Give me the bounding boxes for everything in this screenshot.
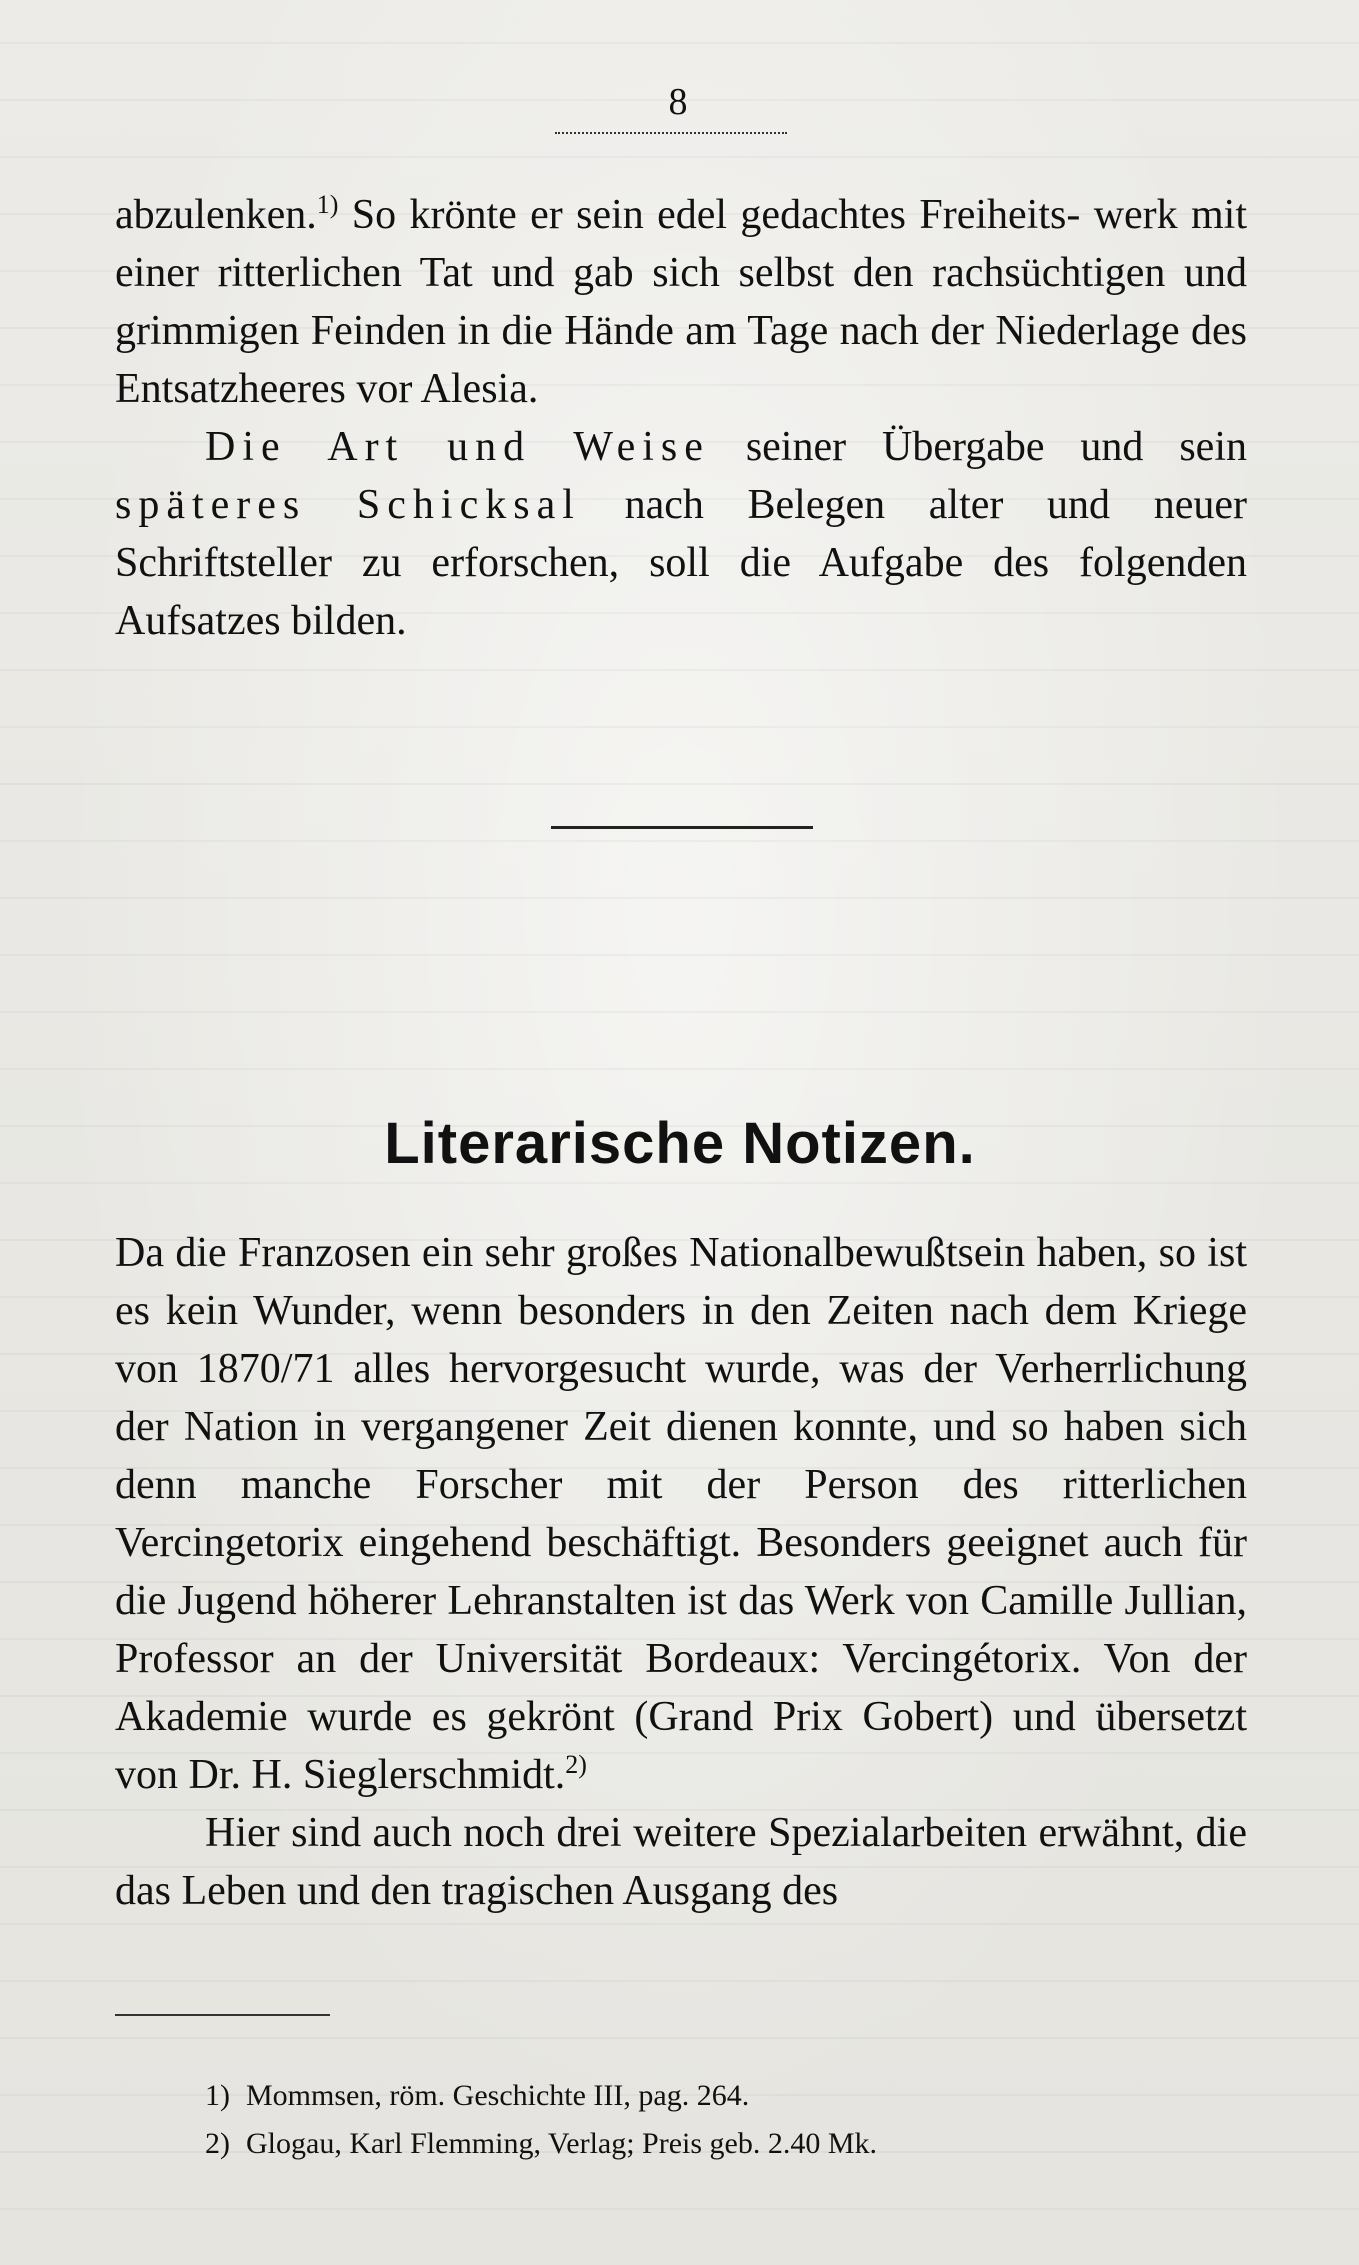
- text-line: So krönte er sein edel gedachtes Freiheits-: [351, 192, 1081, 238]
- text-line: werk mit einer ritterlichen Tat und gab sich selbst den: [115, 192, 1248, 296]
- literary-notes-paragraph: [115, 1224, 1247, 1804]
- emphasized-phrase: Die Art und Weise: [205, 424, 710, 470]
- footnote-1: [205, 2072, 1185, 2120]
- paragraph-text: Schriftsteller zu erforschen, soll die Aufgabe des folgenden Aufsatzes bilden.: [115, 540, 1247, 644]
- header-rule: [555, 132, 787, 134]
- footnote-2: [205, 2120, 1185, 2168]
- literary-notes-section: [115, 1224, 1247, 1920]
- literary-notes-paragraph: [115, 1804, 1247, 1920]
- footnote-text: Glogau, Karl Flemming, Verlag; Preis geb. 2.40 Mk.: [246, 2127, 878, 2160]
- footnote-reference-2: 2): [565, 1750, 587, 1779]
- text-line: Tage nach der Niederlage des Entsatzheeres vor Alesia.: [115, 308, 1247, 412]
- text-line: abzulenken.: [115, 192, 317, 238]
- footnote-text: Mommsen, röm. Geschichte III, pag. 264.: [246, 2079, 750, 2112]
- section-divider: [551, 826, 813, 829]
- opening-paragraph: [115, 186, 1247, 418]
- opening-section: [115, 186, 1247, 650]
- section-title: Literarische Notizen.: [384, 1110, 976, 1176]
- footnote-reference-1: 1): [316, 190, 339, 219]
- paragraph-text: Da die Franzosen ein sehr großes Nationalbewußtsein haben, so ist es kein Wunder, wenn besonders in den Zeiten nach dem Kriege von 1870/71 alles hervorgesucht wurde, was der Verherrlichung der Nation in vergangener Zeit dienen konnte, und so haben sich denn manche Forscher mit der Person des ritterlichen Vercingetorix eingehend beschäftigt. Besonders geeignet auch für die Jugend höherer Lehranstalten ist das Werk von Camille Jullian, Professor an der Universität Bordeaux: Vercingétorix. Von der Akademie wurde es gekrönt (Grand Prix Gobert) und übersetzt von Dr. H. Sieglerschmidt.: [115, 1230, 1247, 1798]
- emphasized-phrase: späteres Schicksal: [115, 482, 581, 528]
- paragraph-text: seiner Übergabe und sein: [745, 424, 1247, 470]
- paragraph-text: nach Belegen alter und neuer: [624, 482, 1247, 528]
- text-line: rachsüchtigen und grimmigen Feinden in die Hände am: [115, 250, 1248, 354]
- footnotes: [205, 2072, 1185, 2168]
- footnote-marker: 1): [205, 2079, 230, 2112]
- paragraph-text: Hier sind auch noch drei weitere Spezialarbeiten erwähnt, die das Leben und den tragischen Ausgang des: [115, 1810, 1247, 1914]
- footnote-marker: 2): [205, 2127, 230, 2160]
- footnote-rule: [115, 2014, 330, 2016]
- page-number: 8: [668, 81, 688, 123]
- aims-paragraph: [115, 418, 1247, 650]
